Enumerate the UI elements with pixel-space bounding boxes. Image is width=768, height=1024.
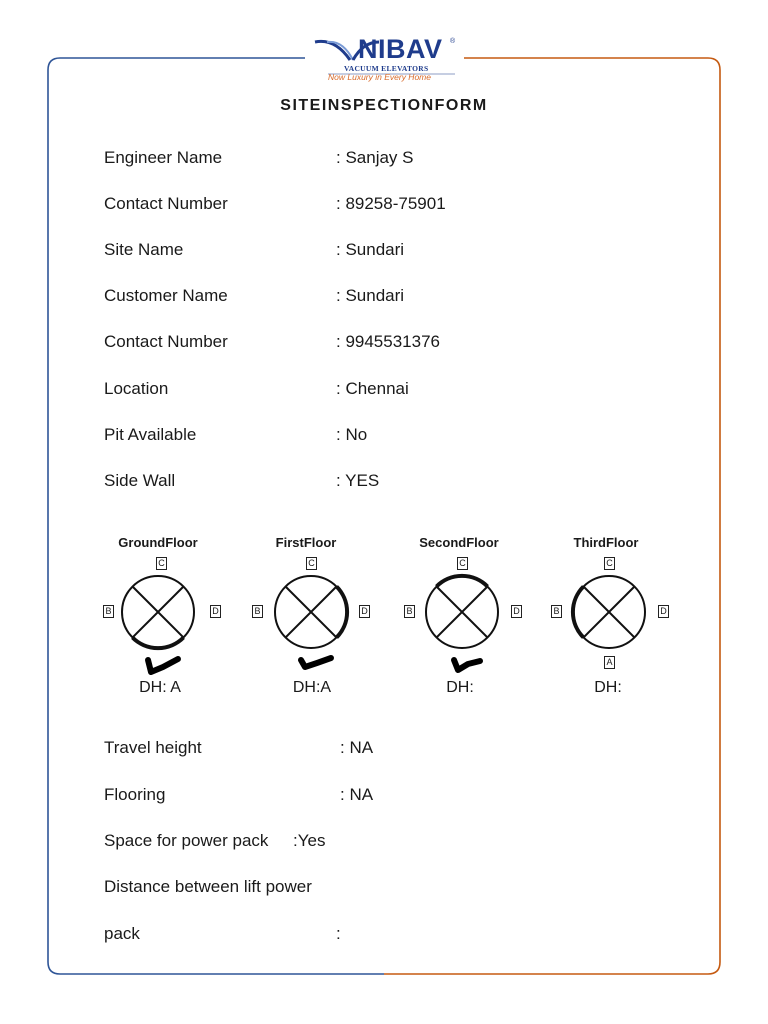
field-label: Distance between lift power	[104, 877, 312, 896]
door-label-left: B	[551, 605, 562, 618]
floor-circle-diagram	[422, 572, 502, 682]
field-label: Pit Available	[104, 425, 197, 444]
field-value: : YES	[336, 471, 380, 490]
field-label: Engineer Name	[104, 148, 223, 167]
field-label: Side Wall	[104, 471, 176, 490]
door-label-top: C	[306, 557, 317, 570]
brand-tagline: Now Luxury in Every Home	[328, 72, 431, 82]
field-value: : 9945531376	[336, 332, 440, 351]
door-label-right: D	[359, 605, 370, 618]
door-height-label: DH:	[594, 679, 622, 696]
door-label-left: B	[103, 605, 114, 618]
field-label: Flooring	[104, 785, 166, 804]
floor-circle-diagram	[271, 572, 351, 682]
field-label: Space for power pack	[104, 831, 269, 850]
door-label-bottom: A	[604, 656, 615, 669]
floor-title: FirstFloor	[275, 535, 337, 550]
door-height-label: DH:A	[292, 679, 332, 696]
door-label-top: C	[457, 557, 468, 570]
field-label: Travel height	[104, 738, 202, 757]
door-label-top: C	[604, 557, 615, 570]
door-height-label: DH:	[446, 679, 474, 696]
field-value: :	[336, 924, 341, 943]
field-value: : NA	[340, 785, 374, 804]
check-mark-icon	[454, 660, 480, 670]
field-label: pack	[104, 924, 140, 943]
door-label-right: D	[210, 605, 221, 618]
field-label: Contact Number	[104, 194, 228, 213]
check-mark-icon	[148, 659, 178, 672]
floor-title: GroundFloor	[118, 535, 198, 550]
door-label-top: C	[156, 557, 167, 570]
form-title: SITEINSPECTIONFORM	[280, 97, 488, 114]
field-value: : NA	[340, 738, 374, 757]
door-label-right: D	[658, 605, 669, 618]
door-label-left: B	[404, 605, 415, 618]
door-label-right: D	[511, 605, 522, 618]
field-label: Contact Number	[104, 332, 228, 351]
floor-title: ThirdFloor	[573, 535, 639, 550]
field-label: Customer Name	[104, 286, 228, 305]
brand-name: NIBAV	[358, 34, 443, 64]
registered-mark: ®	[450, 38, 456, 45]
field-value: : Chennai	[336, 379, 409, 398]
floor-title: SecondFloor	[419, 535, 499, 550]
field-value: :Yes	[293, 831, 326, 850]
floor-circle-diagram	[569, 572, 649, 652]
field-value: : Sanjay S	[336, 148, 414, 167]
field-value: : Sundari	[336, 286, 405, 305]
field-value: : Sundari	[336, 240, 405, 259]
door-height-label: DH: A	[139, 679, 181, 696]
field-value: : 89258-75901	[336, 194, 446, 213]
check-mark-icon	[301, 658, 331, 667]
field-label: Site Name	[104, 240, 184, 259]
brand-subtitle: VACUUM ELEVATORS	[344, 64, 429, 73]
field-value: : No	[336, 425, 368, 444]
door-label-left: B	[252, 605, 263, 618]
field-label: Location	[104, 379, 169, 398]
floor-circle-diagram	[118, 572, 198, 682]
